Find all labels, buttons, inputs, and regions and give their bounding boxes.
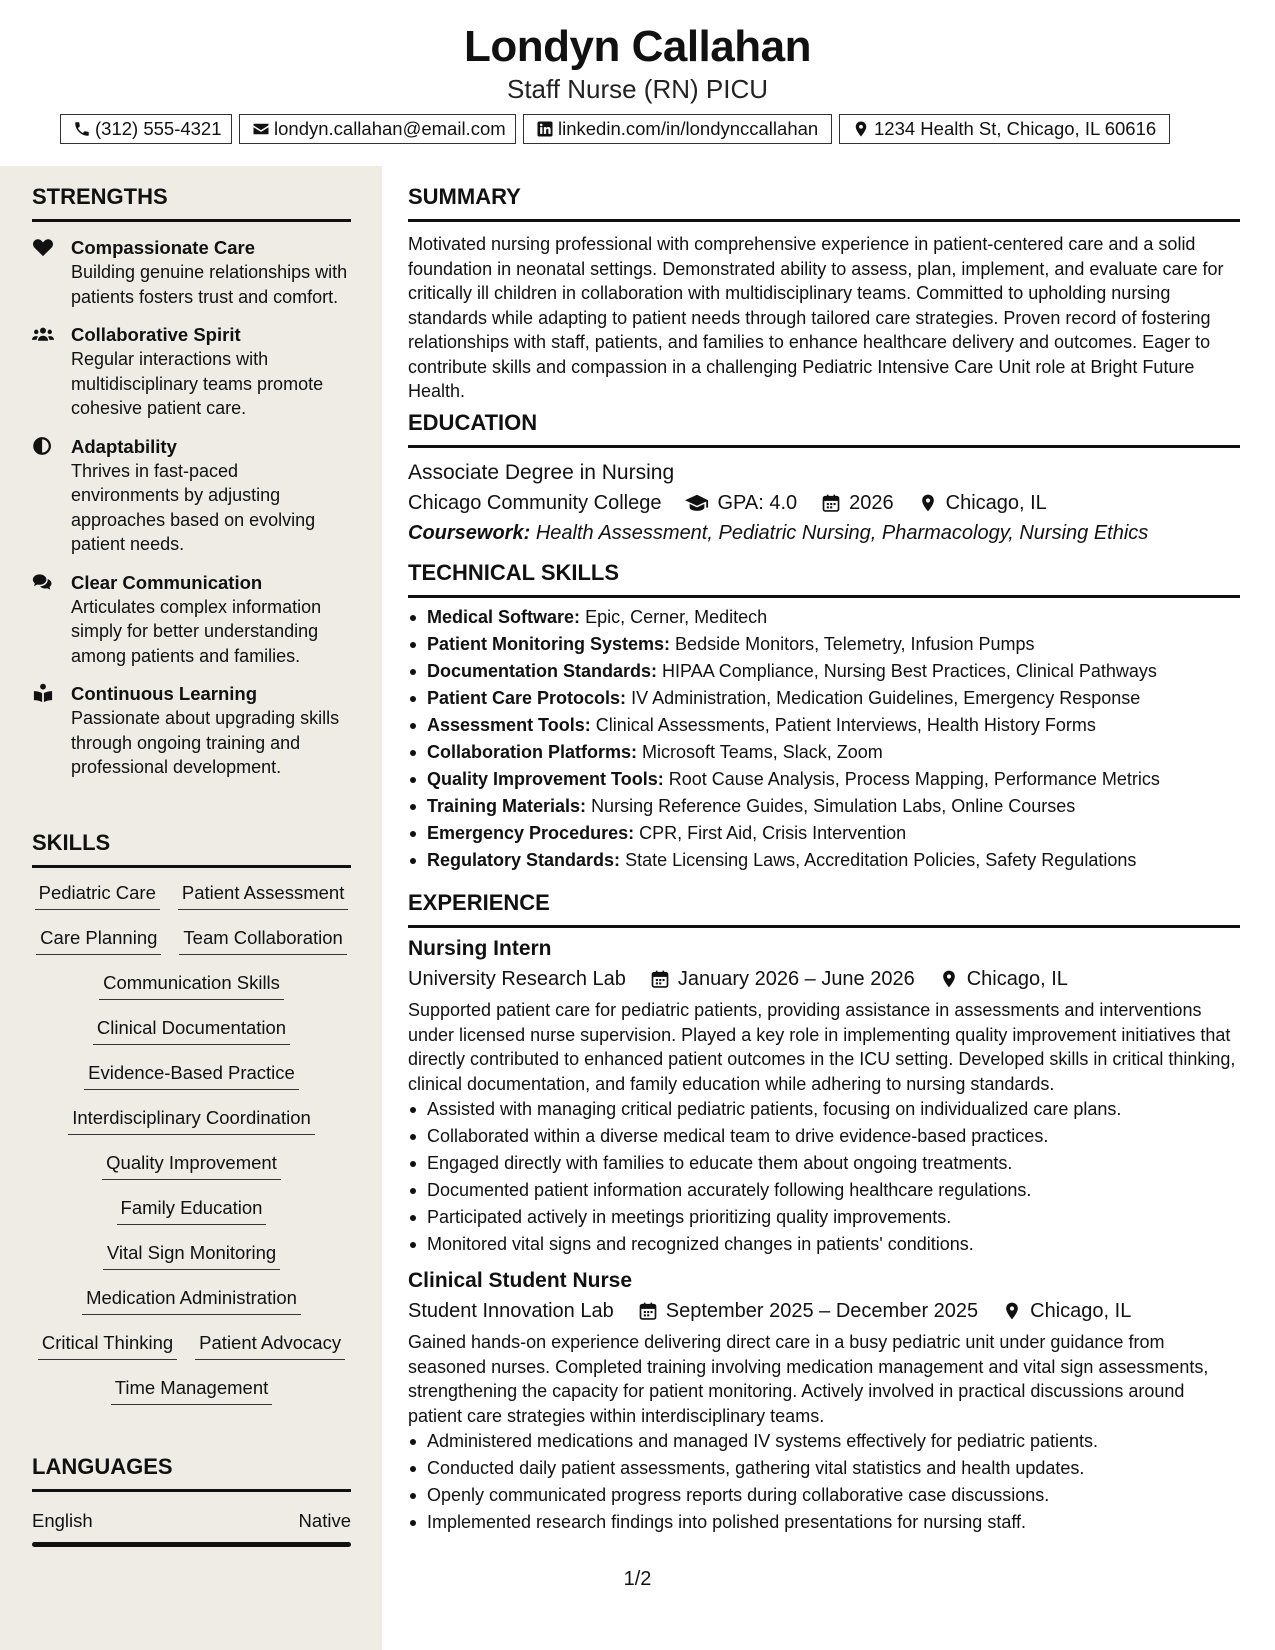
contact-phone-text: (312) 555-4321: [95, 118, 222, 139]
strength-desc: Passionate about upgrading skills through ongoing training and professional development.: [71, 708, 340, 777]
heart-icon: [32, 237, 54, 257]
map-pin-icon: [918, 493, 938, 513]
skill-tag: Care Planning: [36, 925, 161, 955]
job-meta: [408, 964, 1240, 994]
strengths-title: STRENGTHS: [32, 184, 351, 222]
technical-skill-item: [408, 658, 1240, 685]
job-dates: January 2026 – June 2026: [677, 968, 915, 990]
education-title: EDUCATION: [408, 410, 1240, 448]
calendar-icon: [650, 969, 670, 989]
job-bullet: Conducted daily patient assessments, gathering vital statistics and health updates.: [408, 1455, 1240, 1482]
technical-skill-value: CPR, First Aid, Crisis Intervention: [639, 823, 907, 843]
experience-title: EXPERIENCE: [408, 890, 1240, 928]
technical-skill-label: Documentation Standards:: [427, 661, 658, 681]
skill-row: [111, 1375, 273, 1420]
job-bullet: Collaborated within a diverse medical team to drive evidence-based practices.: [408, 1123, 1240, 1150]
job-bullet: Monitored vital signs and recognized changes in patients' conditions.: [408, 1231, 1240, 1258]
strength-title: Adaptability: [71, 435, 177, 457]
strength-item: [32, 435, 351, 557]
job-title: Clinical Student Nurse: [408, 1269, 633, 1292]
candidate-role: Staff Nurse (RN) PICU: [506, 74, 768, 104]
strength-desc: Thrives in fast-paced environments by adjusting approaches based on evolving patient needs.: [71, 460, 316, 554]
technical-skill-item: [408, 685, 1240, 712]
skill-tag: Time Management: [111, 1375, 273, 1405]
skill-row: [102, 1150, 281, 1195]
skill-row: [99, 970, 284, 1015]
technical-skill-item: [408, 604, 1240, 631]
job-bullet: Engaged directly with families to educate them about ongoing treatments.: [408, 1150, 1240, 1177]
job-meta: [408, 1296, 1240, 1326]
summary-title: SUMMARY: [408, 184, 1240, 222]
job-bullet: Participated actively in meetings prioritizing quality improvements.: [408, 1204, 1240, 1231]
technical-skill-label: Quality Improvement Tools:: [427, 769, 664, 789]
technical-skill-item: [408, 820, 1240, 847]
gpa: GPA: 4.0: [717, 492, 798, 514]
skill-tag: Critical Thinking: [38, 1330, 177, 1360]
job-bullets: [408, 1428, 1240, 1536]
coursework: [408, 518, 1240, 548]
graduation-cap-icon: [685, 493, 709, 513]
contact-linkedin-text: linkedin.com/in/londynccallahan: [558, 118, 819, 139]
experience-section: [408, 890, 1240, 1536]
technical-skills-title: TECHNICAL SKILLS: [408, 560, 1240, 598]
coursework-label: Coursework:: [408, 522, 531, 544]
skill-row: [93, 1015, 290, 1060]
strength-item: [32, 236, 351, 309]
technical-skill-value: HIPAA Compliance, Nursing Best Practices, Clinical Pathways: [662, 661, 1157, 681]
technical-skill-item: [408, 793, 1240, 820]
strength-desc: Regular interactions with multidisciplinary teams promote cohesive patient care.: [71, 349, 324, 418]
technical-skill-item: [408, 766, 1240, 793]
summary-section: [408, 184, 1240, 404]
technical-skill-value: Microsoft Teams, Slack, Zoom: [642, 742, 883, 762]
skills-title: SKILLS: [32, 830, 351, 868]
map-pin-icon: [1002, 1301, 1022, 1321]
skill-row: [103, 1240, 280, 1285]
job-org: Student Innovation Lab: [408, 1300, 614, 1322]
technical-skill-item: [408, 631, 1240, 658]
job-bullet: Documented patient information accurately following healthcare regulations.: [408, 1177, 1240, 1204]
job-entry: [408, 934, 1240, 1258]
job-bullet: Implemented research findings into polished presentations for nursing staff.: [408, 1509, 1240, 1536]
skill-row: [36, 925, 347, 970]
skill-tag: Team Collaboration: [179, 925, 346, 955]
technical-skill-label: Patient Monitoring Systems:: [427, 634, 671, 654]
linkedin-icon: [536, 120, 554, 138]
job-description: Supported patient care for pediatric patients, providing assistance in assessments and interventions under licensed nurse supervision. Played a key role in implementing quality improvement initiatives that directly contributed to enhanced patient outcomes in the ICU setting. Developed skills in critical thinking, clinical documentation, and family education while adhering to nursing standards.: [408, 1000, 1236, 1094]
strength-item: [32, 571, 351, 669]
skill-tag: Medication Administration: [82, 1285, 301, 1315]
map-pin-icon: [939, 969, 959, 989]
strengths-section: [32, 184, 351, 794]
page-number: 1/2: [623, 1568, 652, 1590]
technical-skill-label: Emergency Procedures:: [427, 823, 635, 843]
summary-text: Motivated nursing professional with comprehensive experience in patient-centered care and a solid foundation in neonatal settings. Demonstrated ability to assess, plan, implement, and evaluate care for critically ill children in collaboration with multidisciplinary teams. Committed to upholding nursing standards while adapting to patient needs through tailored care strategies. Proven record of fostering relationships with staff, patients, and families to enhance healthcare delivery and outcomes. Eager to contribute skills and compassion in a challenging Pediatric Intensive Care Unit role at Bright Future Health.: [408, 234, 1224, 401]
technical-skill-label: Collaboration Platforms:: [427, 742, 638, 762]
contact-email-text: londyn.callahan@email.com: [274, 118, 506, 139]
technical-skill-label: Patient Care Protocols:: [427, 688, 627, 708]
school-name: Chicago Community College: [408, 492, 662, 514]
contact-phone[interactable]: [60, 114, 232, 144]
job-bullet: Openly communicated progress reports during collaborative case discussions.: [408, 1482, 1240, 1509]
strength-item: [32, 323, 351, 421]
technical-skill-value: IV Administration, Medication Guidelines, Emergency Response: [631, 688, 1141, 708]
languages-section: [32, 1454, 351, 1547]
job-dates: September 2025 – December 2025: [665, 1300, 979, 1322]
technical-skills-section: [408, 560, 1240, 874]
technical-skill-value: Clinical Assessments, Patient Interviews, Health History Forms: [595, 715, 1096, 735]
phone-icon: [73, 120, 91, 138]
calendar-icon: [638, 1301, 658, 1321]
language-proficiency-bar: [32, 1542, 351, 1547]
job-location: Chicago, IL: [1030, 1300, 1132, 1322]
technical-skill-value: State Licensing Laws, Accreditation Policies, Safety Regulations: [625, 850, 1137, 870]
strength-desc: Building genuine relationships with patients fosters trust and comfort.: [71, 262, 348, 307]
half-circle-icon: [32, 436, 54, 456]
skill-tag: Patient Assessment: [178, 880, 348, 910]
skill-tag: Vital Sign Monitoring: [103, 1240, 280, 1270]
technical-skill-label: Assessment Tools:: [427, 715, 591, 735]
map-pin-icon: [852, 120, 870, 138]
skill-tag: Interdisciplinary Coordination: [68, 1105, 315, 1135]
job-location: Chicago, IL: [966, 968, 1068, 990]
skill-tag: Communication Skills: [99, 970, 284, 1000]
language-name: English: [32, 1510, 93, 1531]
skill-row: [82, 1285, 301, 1330]
contact-linkedin[interactable]: [523, 114, 832, 144]
technical-skills-list: [408, 604, 1240, 874]
language-level: Native: [298, 1510, 351, 1531]
strength-title: Collaborative Spirit: [71, 324, 241, 345]
skill-row: [35, 880, 349, 925]
technical-skill-value: Epic, Cerner, Meditech: [585, 607, 768, 627]
technical-skill-label: Medical Software:: [427, 607, 581, 627]
technical-skill-value: Nursing Reference Guides, Simulation Labs, Online Courses: [591, 796, 1076, 816]
technical-skill-label: Regulatory Standards:: [427, 850, 621, 870]
skill-row: [68, 1105, 315, 1150]
book-reader-icon: [32, 683, 54, 703]
skill-row: [117, 1195, 267, 1240]
technical-skill-value: Bedside Monitors, Telemetry, Infusion Pumps: [675, 634, 1035, 654]
job-bullets: [408, 1096, 1240, 1258]
job-bullet: Administered medications and managed IV systems effectively for pediatric patients.: [408, 1428, 1240, 1455]
candidate-name: Londyn Callahan: [464, 22, 811, 71]
technical-skill-item: [408, 739, 1240, 766]
graduation-year: 2026: [849, 492, 894, 514]
education-location: Chicago, IL: [945, 492, 1047, 514]
languages-title: LANGUAGES: [32, 1454, 351, 1492]
skill-tag: Evidence-Based Practice: [84, 1060, 299, 1090]
strength-desc: Articulates complex information simply for better understanding among patients and families.: [71, 596, 322, 666]
coursework-list: Health Assessment, Pediatric Nursing, Pharmacology, Nursing Ethics: [535, 522, 1149, 544]
contact-email[interactable]: [239, 114, 516, 144]
resume-header: [0, 0, 1275, 166]
strength-title: Compassionate Care: [71, 237, 256, 258]
calendar-icon: [821, 493, 841, 513]
strength-title: Clear Communication: [71, 571, 263, 593]
contact-bar: [60, 114, 1170, 144]
technical-skill-item: [408, 847, 1240, 874]
job-title: Nursing Intern: [408, 937, 552, 960]
envelope-icon: [252, 120, 270, 138]
skill-tag: Quality Improvement: [102, 1150, 281, 1180]
education-meta: [408, 488, 1240, 518]
job-description: Gained hands-on experience delivering direct care in a busy pediatric unit under guidance from seasoned nurses. Completed training involving medication management and vital sign assessments, strengthening the capacity for patient monitoring. Actively involved in practical discussions around patient care strategies within interdisciplinary teams.: [408, 1332, 1209, 1426]
degree-title: Associate Degree in Nursing: [408, 461, 675, 484]
skills-list: [32, 880, 351, 1420]
sidebar: [0, 166, 382, 1650]
technical-skill-item: [408, 712, 1240, 739]
contact-address: [839, 114, 1170, 144]
skill-tag: Patient Advocacy: [195, 1330, 345, 1360]
technical-skill-value: Root Cause Analysis, Process Mapping, Performance Metrics: [668, 769, 1160, 789]
skill-tag: Clinical Documentation: [93, 1015, 290, 1045]
job-entry: [408, 1266, 1240, 1536]
education-section: [408, 410, 1240, 548]
chat-icon: [32, 572, 54, 592]
skill-row: [84, 1060, 299, 1105]
users-icon: [32, 324, 54, 344]
contact-address-text: 1234 Health St, Chicago, IL 60616: [874, 118, 1157, 139]
skills-section: [32, 830, 351, 1420]
skill-row: [38, 1330, 345, 1375]
job-org: University Research Lab: [408, 968, 626, 990]
strength-title: Continuous Learning: [71, 683, 258, 704]
skill-tag: Pediatric Care: [35, 880, 160, 910]
language-item: [32, 1510, 351, 1532]
skill-tag: Family Education: [117, 1195, 267, 1225]
technical-skill-label: Training Materials:: [427, 796, 587, 816]
job-bullet: Assisted with managing critical pediatric patients, focusing on individualized care plans.: [408, 1096, 1240, 1123]
strength-item: [32, 682, 351, 780]
